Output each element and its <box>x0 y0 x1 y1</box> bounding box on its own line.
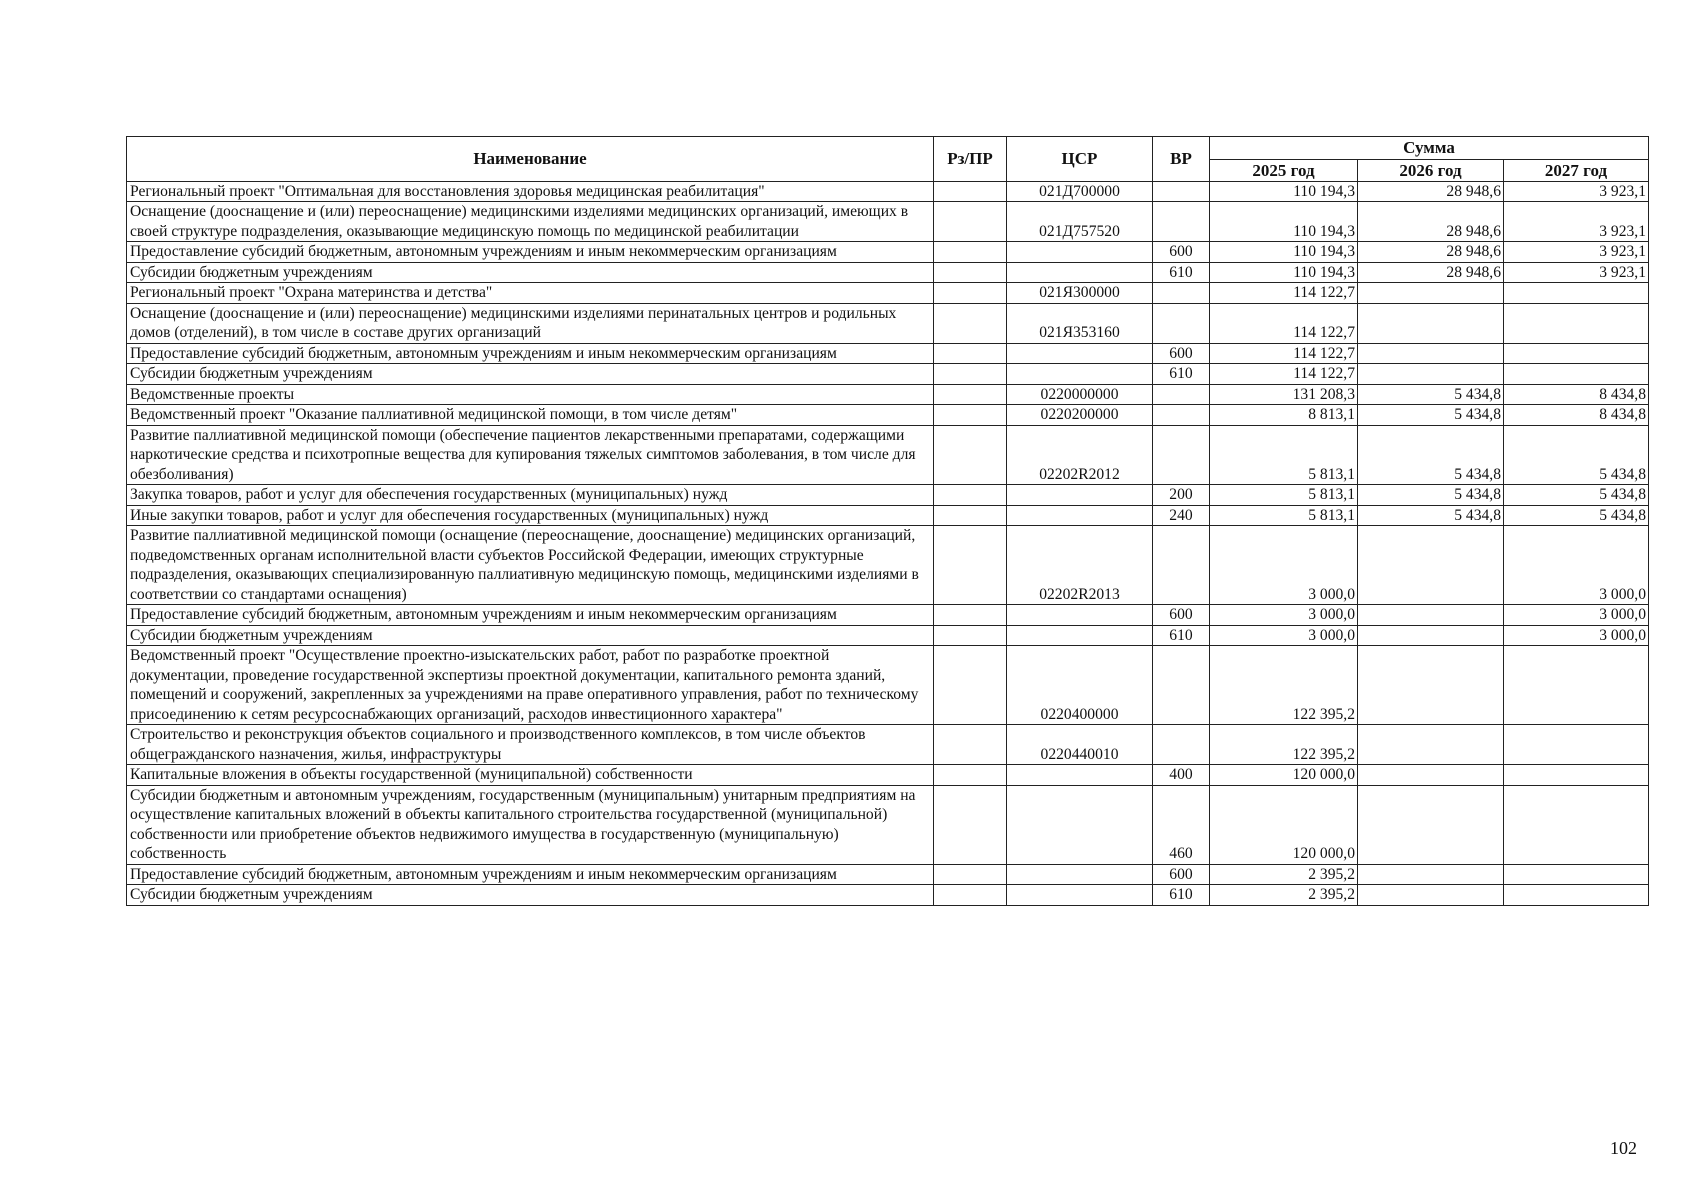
table-row <box>127 505 1649 526</box>
cell-rzpr <box>934 242 1007 263</box>
cell-rzpr <box>934 384 1007 405</box>
header-name: Наименование <box>127 137 934 182</box>
cell-2027 <box>1504 885 1649 906</box>
cell-2025: 122 395,2 <box>1210 725 1358 765</box>
cell-2027: 3 923,1 <box>1504 262 1649 283</box>
cell-2025: 110 194,3 <box>1210 242 1358 263</box>
table-row <box>127 885 1649 906</box>
cell-2027 <box>1504 283 1649 304</box>
table-row <box>127 425 1649 485</box>
cell-csr: 021Я353160 <box>1007 303 1153 343</box>
page-number: 102 <box>1610 1138 1637 1158</box>
header-year-2026: 2026 год <box>1358 160 1504 182</box>
cell-2025: 8 813,1 <box>1210 405 1358 426</box>
cell-csr <box>1007 242 1153 263</box>
cell-2026: 28 948,6 <box>1358 262 1504 283</box>
cell-2025: 122 395,2 <box>1210 646 1358 725</box>
cell-rzpr <box>934 605 1007 626</box>
cell-csr: 0220200000 <box>1007 405 1153 426</box>
cell-2026: 28 948,6 <box>1358 242 1504 263</box>
table-row <box>127 303 1649 343</box>
cell-2025: 5 813,1 <box>1210 505 1358 526</box>
cell-2026 <box>1358 303 1504 343</box>
cell-name: Развитие паллиативной медицинской помощи (обеспечение пациентов лекарственными препаратами, содержащими наркотические средства и психотропные вещества для купирования тяжелых симптомов заболевания, в том числе для обезболивания) <box>127 425 934 485</box>
table-row <box>127 725 1649 765</box>
cell-vr <box>1153 202 1210 242</box>
cell-2026: 28 948,6 <box>1358 181 1504 202</box>
cell-2026: 5 434,8 <box>1358 405 1504 426</box>
cell-name: Предоставление субсидий бюджетным, автономным учреждениям и иным некоммерческим организациям <box>127 864 934 885</box>
cell-name: Предоставление субсидий бюджетным, автономным учреждениям и иным некоммерческим организациям <box>127 343 934 364</box>
table-row <box>127 384 1649 405</box>
cell-name: Ведомственные проекты <box>127 384 934 405</box>
cell-2027: 3 000,0 <box>1504 625 1649 646</box>
header-year-2027: 2027 год <box>1504 160 1649 182</box>
cell-2026 <box>1358 625 1504 646</box>
cell-2027 <box>1504 765 1649 786</box>
table-body <box>127 181 1649 905</box>
table-row <box>127 526 1649 605</box>
cell-2026 <box>1358 343 1504 364</box>
cell-vr: 600 <box>1153 605 1210 626</box>
table-row <box>127 864 1649 885</box>
cell-2025: 3 000,0 <box>1210 526 1358 605</box>
cell-2025: 110 194,3 <box>1210 262 1358 283</box>
cell-2025: 114 122,7 <box>1210 364 1358 385</box>
cell-vr: 400 <box>1153 765 1210 786</box>
cell-name: Региональный проект "Охрана материнства и детства" <box>127 283 934 304</box>
cell-name: Иные закупки товаров, работ и услуг для обеспечения государственных (муниципальных) нужд <box>127 505 934 526</box>
cell-vr <box>1153 283 1210 304</box>
cell-2025: 114 122,7 <box>1210 283 1358 304</box>
cell-2027: 3 000,0 <box>1504 526 1649 605</box>
cell-vr <box>1153 405 1210 426</box>
cell-vr <box>1153 181 1210 202</box>
cell-vr <box>1153 303 1210 343</box>
cell-csr: 0220000000 <box>1007 384 1153 405</box>
cell-2026 <box>1358 283 1504 304</box>
cell-rzpr <box>934 725 1007 765</box>
table-row <box>127 242 1649 263</box>
table-row <box>127 605 1649 626</box>
cell-2027: 5 434,8 <box>1504 485 1649 506</box>
cell-vr: 240 <box>1153 505 1210 526</box>
table-row <box>127 485 1649 506</box>
cell-name: Предоставление субсидий бюджетным, автономным учреждениям и иным некоммерческим организациям <box>127 242 934 263</box>
cell-csr: 0220440010 <box>1007 725 1153 765</box>
cell-2026 <box>1358 646 1504 725</box>
cell-2026 <box>1358 364 1504 385</box>
cell-vr <box>1153 384 1210 405</box>
cell-vr <box>1153 646 1210 725</box>
cell-csr: 02202R2013 <box>1007 526 1153 605</box>
cell-2027 <box>1504 785 1649 864</box>
cell-2025: 114 122,7 <box>1210 303 1358 343</box>
cell-2027: 3 923,1 <box>1504 181 1649 202</box>
budget-table <box>126 136 1649 906</box>
cell-name: Региональный проект "Оптимальная для восстановления здоровья медицинская реабилитация" <box>127 181 934 202</box>
cell-rzpr <box>934 181 1007 202</box>
cell-vr <box>1153 526 1210 605</box>
cell-vr: 200 <box>1153 485 1210 506</box>
cell-2027: 8 434,8 <box>1504 405 1649 426</box>
cell-name: Субсидии бюджетным учреждениям <box>127 625 934 646</box>
cell-2026 <box>1358 526 1504 605</box>
cell-rzpr <box>934 343 1007 364</box>
cell-2025: 2 395,2 <box>1210 864 1358 885</box>
cell-2027: 3 923,1 <box>1504 202 1649 242</box>
table-header <box>127 137 1649 182</box>
cell-2027: 8 434,8 <box>1504 384 1649 405</box>
cell-vr: 460 <box>1153 785 1210 864</box>
cell-csr <box>1007 605 1153 626</box>
cell-csr <box>1007 505 1153 526</box>
cell-rzpr <box>934 364 1007 385</box>
cell-2027 <box>1504 303 1649 343</box>
cell-vr: 610 <box>1153 885 1210 906</box>
cell-2025: 2 395,2 <box>1210 885 1358 906</box>
cell-name: Субсидии бюджетным учреждениям <box>127 885 934 906</box>
cell-rzpr <box>934 785 1007 864</box>
header-sum: Сумма <box>1210 137 1649 160</box>
cell-csr <box>1007 485 1153 506</box>
cell-2025: 5 813,1 <box>1210 425 1358 485</box>
cell-2025: 120 000,0 <box>1210 765 1358 786</box>
cell-2026 <box>1358 725 1504 765</box>
cell-2027: 5 434,8 <box>1504 425 1649 485</box>
cell-csr: 021Д757520 <box>1007 202 1153 242</box>
cell-rzpr <box>934 625 1007 646</box>
cell-2025: 5 813,1 <box>1210 485 1358 506</box>
table-row <box>127 283 1649 304</box>
cell-csr <box>1007 765 1153 786</box>
cell-vr <box>1153 425 1210 485</box>
table-row <box>127 646 1649 725</box>
cell-2025: 3 000,0 <box>1210 625 1358 646</box>
cell-2027: 3 923,1 <box>1504 242 1649 263</box>
cell-rzpr <box>934 864 1007 885</box>
header-vr: ВР <box>1153 137 1210 182</box>
cell-2026: 5 434,8 <box>1358 425 1504 485</box>
cell-name: Оснащение (дооснащение и (или) переоснащение) медицинскими изделиями медицинских организаций, имеющих в своей структуре подразделения, оказывающие медицинскую помощь по медицинской реабилитации <box>127 202 934 242</box>
cell-rzpr <box>934 425 1007 485</box>
cell-2027 <box>1504 864 1649 885</box>
table-row <box>127 405 1649 426</box>
cell-2026: 5 434,8 <box>1358 485 1504 506</box>
cell-csr: 021Д700000 <box>1007 181 1153 202</box>
cell-vr: 600 <box>1153 242 1210 263</box>
cell-2025: 110 194,3 <box>1210 202 1358 242</box>
cell-rzpr <box>934 283 1007 304</box>
cell-2027 <box>1504 725 1649 765</box>
cell-name: Субсидии бюджетным и автономным учреждениям, государственным (муниципальным) унитарным предприятиям на осуществление капитальных вложений в объекты капитального строительства государственной (муниципальной) собственности или приобретение объектов недвижимого имущества в государственную (муниципальную) собственность <box>127 785 934 864</box>
cell-2026 <box>1358 605 1504 626</box>
table-row <box>127 202 1649 242</box>
cell-csr <box>1007 885 1153 906</box>
table-row <box>127 343 1649 364</box>
cell-rzpr <box>934 303 1007 343</box>
cell-name: Предоставление субсидий бюджетным, автономным учреждениям и иным некоммерческим организациям <box>127 605 934 626</box>
cell-2027: 5 434,8 <box>1504 505 1649 526</box>
cell-csr <box>1007 785 1153 864</box>
cell-name: Капитальные вложения в объекты государственной (муниципальной) собственности <box>127 765 934 786</box>
cell-2027 <box>1504 343 1649 364</box>
cell-name: Строительство и реконструкция объектов социального и производственного комплексов, в том числе объектов общегражданского назначения, жилья, инфраструктуры <box>127 725 934 765</box>
cell-vr: 600 <box>1153 864 1210 885</box>
table-row <box>127 785 1649 864</box>
cell-name: Развитие паллиативной медицинской помощи (оснащение (переоснащение, дооснащение) медицинских организаций, подведомственных органам исполнительной власти субъектов Российской Федерации, имеющих структурные подразделения, оказывающих специализированную паллиативную медицинскую помощь, медицинскими изделиями в соответствии со стандартами оснащения) <box>127 526 934 605</box>
cell-vr <box>1153 725 1210 765</box>
cell-vr: 610 <box>1153 625 1210 646</box>
cell-2026: 28 948,6 <box>1358 202 1504 242</box>
cell-csr <box>1007 262 1153 283</box>
cell-name: Ведомственный проект "Оказание паллиативной медицинской помощи, в том числе детям" <box>127 405 934 426</box>
cell-csr <box>1007 364 1153 385</box>
cell-csr: 02202R2012 <box>1007 425 1153 485</box>
table-row <box>127 765 1649 786</box>
cell-rzpr <box>934 262 1007 283</box>
cell-csr <box>1007 864 1153 885</box>
cell-2026: 5 434,8 <box>1358 505 1504 526</box>
table-row <box>127 262 1649 283</box>
cell-name: Оснащение (дооснащение и (или) переоснащение) медицинскими изделиями перинатальных центров и родильных домов (отделений), в том числе в составе других организаций <box>127 303 934 343</box>
cell-2027: 3 000,0 <box>1504 605 1649 626</box>
cell-2027 <box>1504 364 1649 385</box>
cell-rzpr <box>934 646 1007 725</box>
cell-rzpr <box>934 885 1007 906</box>
cell-rzpr <box>934 202 1007 242</box>
cell-2025: 114 122,7 <box>1210 343 1358 364</box>
cell-vr: 610 <box>1153 262 1210 283</box>
cell-2026 <box>1358 765 1504 786</box>
cell-csr <box>1007 625 1153 646</box>
cell-2025: 110 194,3 <box>1210 181 1358 202</box>
cell-2025: 3 000,0 <box>1210 605 1358 626</box>
cell-2025: 120 000,0 <box>1210 785 1358 864</box>
cell-2026 <box>1358 864 1504 885</box>
cell-vr: 600 <box>1153 343 1210 364</box>
cell-2025: 131 208,3 <box>1210 384 1358 405</box>
cell-csr: 0220400000 <box>1007 646 1153 725</box>
cell-2026: 5 434,8 <box>1358 384 1504 405</box>
cell-rzpr <box>934 765 1007 786</box>
table-row <box>127 364 1649 385</box>
table-row <box>127 181 1649 202</box>
cell-2026 <box>1358 785 1504 864</box>
header-rzpr: Рз/ПР <box>934 137 1007 182</box>
cell-rzpr <box>934 485 1007 506</box>
cell-csr <box>1007 343 1153 364</box>
header-csr: ЦСР <box>1007 137 1153 182</box>
header-year-2025: 2025 год <box>1210 160 1358 182</box>
cell-name: Субсидии бюджетным учреждениям <box>127 364 934 385</box>
cell-name: Ведомственный проект "Осуществление проектно-изыскательских работ, работ по разработке проектной документации, проведение государственной экспертизы проектной документации, капитального ремонта зданий, помещений и сооружений, закрепленных за учреждениями на праве оперативного управления, работ по техническому присоединению к сетям ресурсоснабжающих организаций, расходов инвестиционного характера" <box>127 646 934 725</box>
cell-name: Субсидии бюджетным учреждениям <box>127 262 934 283</box>
cell-2027 <box>1504 646 1649 725</box>
table-row <box>127 625 1649 646</box>
cell-2026 <box>1358 885 1504 906</box>
cell-rzpr <box>934 526 1007 605</box>
cell-vr: 610 <box>1153 364 1210 385</box>
cell-csr: 021Я300000 <box>1007 283 1153 304</box>
cell-rzpr <box>934 505 1007 526</box>
cell-name: Закупка товаров, работ и услуг для обеспечения государственных (муниципальных) нужд <box>127 485 934 506</box>
cell-rzpr <box>934 405 1007 426</box>
